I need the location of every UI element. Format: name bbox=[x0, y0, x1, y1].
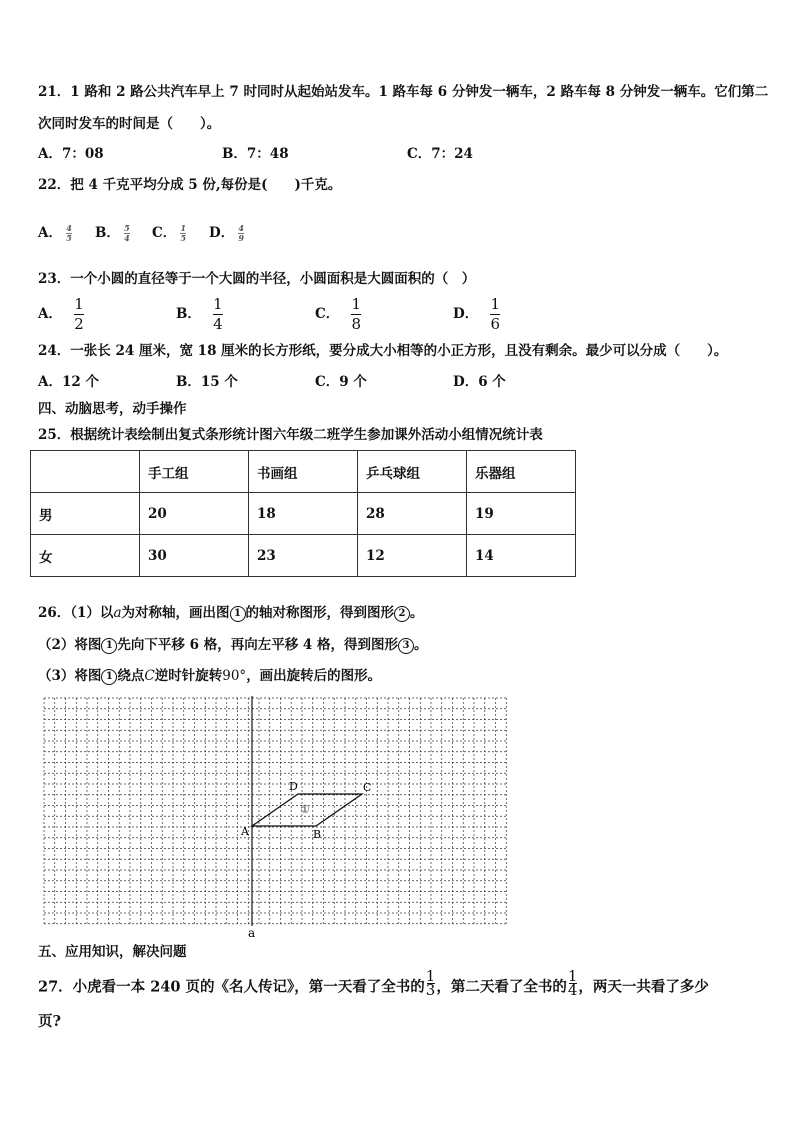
q26-part3-end: ，画出旋转后的图形。 bbox=[246, 668, 382, 684]
numerator: 1 bbox=[490, 295, 500, 313]
grid-lines bbox=[44, 698, 506, 924]
table-cell: 28 bbox=[358, 493, 467, 535]
q24-option-a[interactable]: A．12 个 bbox=[38, 374, 99, 390]
denominator: 6 bbox=[490, 315, 500, 333]
numerator: 1 bbox=[425, 967, 436, 985]
table-header-cell: 乒乓球组 bbox=[358, 451, 467, 493]
q21-option-b[interactable]: B．7：48 bbox=[222, 146, 289, 162]
vertex-label-d: D bbox=[289, 780, 298, 793]
q22-option-c-label: C． bbox=[152, 225, 177, 241]
circled-number: 1 bbox=[101, 669, 117, 685]
q24-option-c[interactable]: C．9 个 bbox=[315, 374, 367, 390]
q23-option-c-label: C． bbox=[315, 306, 340, 322]
q26-part3-prefix: （3）将图 bbox=[38, 668, 102, 684]
numerator: 1 bbox=[213, 295, 223, 313]
q26-part1-mid: 为对称轴，画出图 bbox=[121, 605, 230, 621]
numerator: 4 bbox=[238, 223, 244, 233]
vertex-label-b: B bbox=[313, 828, 322, 841]
numerator: 1 bbox=[567, 967, 578, 985]
q21-option-a[interactable]: A．7：08 bbox=[38, 146, 104, 162]
table-cell: 男 bbox=[31, 493, 140, 535]
q26-part2-end: 。 bbox=[414, 637, 428, 653]
q27-prefix: 27．小虎看一本 240 页的《名人传记》，第一天看了全书的 bbox=[38, 978, 425, 996]
axis-label: a bbox=[248, 926, 256, 940]
numerator: 5 bbox=[124, 223, 130, 233]
section-heading-5: 五、应用知识，解决问题 bbox=[38, 944, 187, 960]
section-heading-4: 四、动脑思考，动手操作 bbox=[38, 401, 187, 417]
q27-line2: 页? bbox=[38, 1013, 61, 1030]
q27-line1 bbox=[38, 967, 709, 1001]
denominator: 4 bbox=[213, 315, 223, 333]
denominator: 4 bbox=[124, 233, 130, 243]
q26-part1-prefix: 26．（1）以 bbox=[38, 605, 114, 621]
q21-line1: 21．1 路和 2 路公共汽车早上 7 时同时从起始站发车。1 路车每 6 分钟发一辆车，2 路车每 8 分钟发一辆车。它们第二 bbox=[38, 84, 769, 100]
vertex-label-c: C bbox=[363, 781, 372, 794]
circled-number: 1 bbox=[101, 638, 117, 654]
table-cell: 23 bbox=[249, 535, 358, 577]
denominator: 9 bbox=[238, 233, 244, 243]
table-header-cell: 乐器组 bbox=[467, 451, 576, 493]
circled-number: 3 bbox=[398, 638, 414, 654]
numerator: 4 bbox=[66, 223, 72, 233]
q22-option-b-label: B． bbox=[95, 225, 120, 241]
table-header-cell: 书画组 bbox=[249, 451, 358, 493]
table-cell: 30 bbox=[140, 535, 249, 577]
denominator: 3 bbox=[425, 981, 436, 999]
q23-option-a-label: A． bbox=[38, 306, 62, 322]
q22-option-d-label: D． bbox=[209, 225, 235, 241]
q26-part2-prefix: （2）将图 bbox=[38, 637, 102, 653]
q27-mid: ，第二天看了全书的 bbox=[436, 978, 567, 996]
axis-symbol: a bbox=[113, 605, 122, 621]
circled-number: 1 bbox=[230, 606, 246, 622]
q23-text: 23．一个小圆的直径等于一个大圆的半径，小圆面积是大圆面积的（ ） bbox=[38, 271, 476, 287]
q22-text: 22．把 4 千克平均分成 5 份,每份是( )千克。 bbox=[38, 177, 342, 193]
q26-part2-post: 先向下平移 6 格，再向左平移 4 格，得到图形 bbox=[117, 637, 398, 653]
q26-part1-end: 。 bbox=[410, 605, 424, 621]
denominator: 2 bbox=[74, 315, 84, 333]
denominator: 8 bbox=[351, 315, 362, 333]
denominator: 4 bbox=[567, 981, 578, 999]
q26-part3-mid: 绕点 bbox=[117, 668, 145, 684]
q23-option-d-label: D． bbox=[453, 306, 479, 322]
figure-number-label: ① bbox=[300, 803, 310, 816]
table-header-cell: 手工组 bbox=[140, 451, 249, 493]
vertex-label-a: A bbox=[241, 825, 249, 838]
table-cell: 14 bbox=[467, 535, 576, 577]
q23-option-b-label: B． bbox=[176, 306, 201, 322]
q24-option-d[interactable]: D．6 个 bbox=[453, 374, 506, 390]
denominator: 5 bbox=[66, 233, 72, 243]
table-cell: 女 bbox=[31, 535, 140, 577]
q22-option-a-label: A． bbox=[38, 225, 62, 241]
angle-value: 90° bbox=[222, 668, 247, 684]
q27-post: ，两天一共看了多少 bbox=[578, 978, 709, 996]
q24-text: 24．一张长 24 厘米，宽 18 厘米的长方形纸，要分成大小相等的小正方形，且没有剩余。最少可以分成（ ）。 bbox=[38, 343, 728, 359]
table-cell: 18 bbox=[249, 493, 358, 535]
table-cell: 20 bbox=[140, 493, 249, 535]
numerator: 1 bbox=[180, 223, 187, 233]
fraction bbox=[567, 967, 578, 999]
q25-text: 25．根据统计表绘制出复式条形统计图六年级二班学生参加课外活动小组情况统计表 bbox=[38, 427, 543, 443]
q26-part3-post: 逆时针旋转 bbox=[154, 668, 223, 684]
fraction bbox=[425, 967, 436, 999]
circled-number: 2 bbox=[394, 606, 410, 622]
numerator: 1 bbox=[74, 295, 84, 313]
table-cell: 19 bbox=[467, 493, 576, 535]
q26-part1-post: 的轴对称图形，得到图形 bbox=[245, 605, 394, 621]
q24-option-b[interactable]: B．15 个 bbox=[176, 374, 238, 390]
point-symbol: C bbox=[144, 668, 155, 684]
q21-option-c[interactable]: C．7：24 bbox=[407, 146, 473, 162]
numerator: 1 bbox=[351, 295, 362, 313]
denominator: 5 bbox=[180, 233, 187, 243]
q21-line2: 次同时发车的时间是（ ）。 bbox=[38, 116, 221, 132]
table-cell: 12 bbox=[358, 535, 467, 577]
